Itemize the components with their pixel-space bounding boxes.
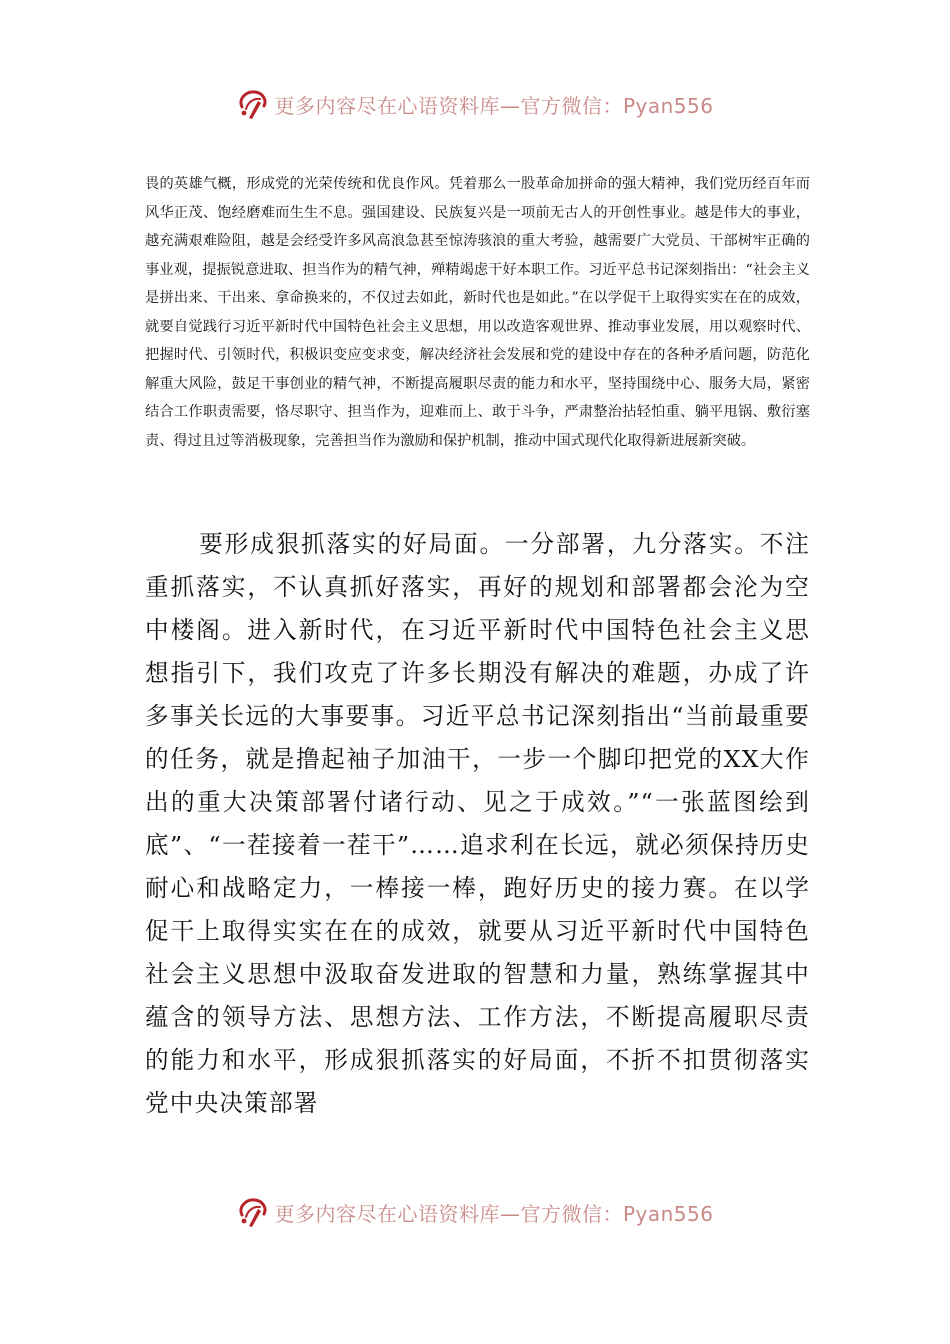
watermark-footer — [0, 1192, 950, 1232]
watermark-text: 更多内容尽在心语资料库—官方微信：Pyan556 — [274, 93, 714, 118]
paragraph-2: 要形成狠抓落实的好局面。一分部署，九分落实。不注重抓落实，不认真抓好落实，再好的规划和部署都会沦为空中楼阁。进入新时代，在习近平新时代中国特色社会主义思想指引下，我们攻克了许多长期没有解决的难题，办成了许多事关长远的大事要事。习近平总书记深刻指出“当前最重要的任务，就是撸起袖子加油干，一步一个脚印把党的XX大作出的重大决策部署付诸行动、见之于成效。”“一张蓝图绘到底”、“一茬接着一茬干”……追求利在长远，就必须保持历史耐心和战略定力，一棒接一棒，跑好历史的接力赛。在以学促干上取得实实在在的成效，就要从习近平新时代中国特色社会主义思想中汲取奋发进取的智慧和力量，熟练掌握其中蕴含的领导方法、思想方法、工作方法，不断提高履职尽责的能力和水平，形成狠抓落实的好局面，不折不扣贯彻落实党中央决策部署 — [145, 530, 810, 1117]
pen-logo-icon — [236, 87, 270, 121]
pen-logo-icon — [236, 1195, 270, 1229]
watermark-text: 更多内容尽在心语资料库—官方微信：Pyan556 — [274, 1201, 714, 1226]
paragraph-1: 畏的英雄气概，形成党的光荣传统和优良作风。凭着那么一股革命加拼命的强大精神，我们党历经百年而风华正茂、饱经磨难而生生不息。强国建设、民族复兴是一项前无古人的开创性事业。越是伟大的事业，越充满艰难险阻，越是会经受许多风高浪急甚至惊涛骇浪的重大考验，越需要广大党员、干部树牢正确的事业观，提振锐意进取、担当作为的精气神，殚精竭虑干好本职工作。习近平总书记深刻指出：“社会主义是拼出来、干出来、拿命换来的，不仅过去如此，新时代也是如此。”在以学促干上取得实实在在的成效，就要自觉践行习近平新时代中国特色社会主义思想，用以改造客观世界、推动事业发展，用以观察时代、把握时代、引领时代，积极识变应变求变，解决经济社会发展和党的建设中存在的各种矛盾问题，防范化解重大风险，鼓足干事创业的精气神，不断提高履职尽责的能力和水平，坚持围绕中心、服务大局，紧密结合工作职责需要，恪尽职守、担当作为，迎难而上、敢于斗争，严肃整治拈轻怕重、躺平甩锅、敷衍塞责、得过且过等消极现象，完善担当作为激励和保护机制，推动中国式现代化取得新进展新突破。 — [145, 176, 810, 449]
watermark-header — [0, 84, 950, 124]
